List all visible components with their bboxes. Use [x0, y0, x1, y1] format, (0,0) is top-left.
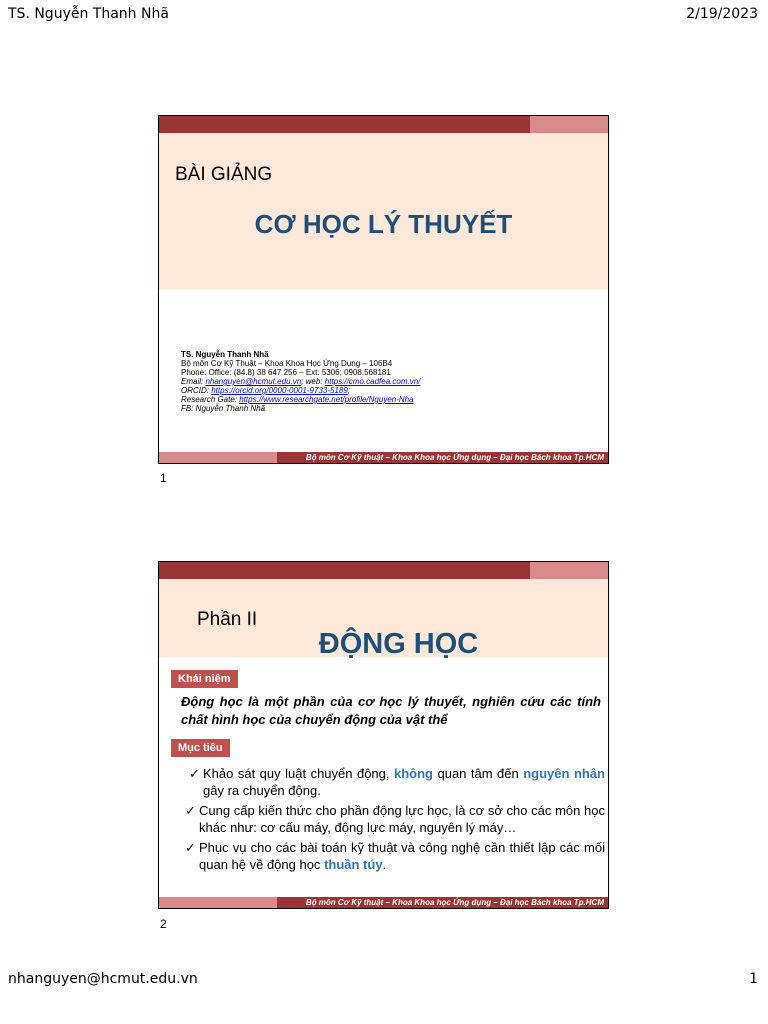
- slide-title: ĐỘNG HỌC: [318, 628, 479, 660]
- slide-2: [158, 561, 609, 909]
- check-icon: ✓: [189, 766, 200, 781]
- orcid-label: ORCID:: [181, 386, 212, 395]
- author-rg-line: [181, 395, 420, 404]
- bullet-text: gây ra chuyển động.: [203, 783, 321, 798]
- orcid-link[interactable]: https://orcid.org/0000-0001-9733-5189: [211, 386, 348, 395]
- orcid-suffix: ;: [347, 386, 351, 395]
- slide-top-bar: [159, 116, 608, 133]
- author-info: [181, 350, 420, 413]
- concept-definition: Động học là một phần của cơ học lý thuyết, nghiên cứu các tính chất hình học của chuyển động của vật thể: [181, 694, 601, 727]
- author-fb: FB: Nguyễn Thanh Nhã: [181, 404, 266, 413]
- slide-subtitle: BÀI GIẢNG: [175, 164, 273, 185]
- slide-title: CƠ HỌC LÝ THUYẾT: [254, 209, 513, 239]
- email-label: Email:: [181, 377, 206, 386]
- email-link[interactable]: nhanguyen@hcmut.edu.vn: [205, 377, 302, 386]
- list-item: [185, 839, 605, 873]
- slide-subtitle: Phần II: [197, 609, 258, 630]
- slide-bottom-bar-accent: [159, 897, 277, 908]
- page-footer-email: nhanguyen@hcmut.edu.vn: [8, 971, 198, 987]
- slide-top-bar-accent: [530, 116, 608, 133]
- goal-label: Mục tiêu: [171, 739, 230, 757]
- bullet-text: Cung cấp kiến thức cho phần động lực học, là cơ sở cho các môn học khác như: cơ cấu máy, động lực máy, nguyên lý máy…: [199, 803, 605, 835]
- author-name: TS. Nguyễn Thanh Nhã: [181, 350, 269, 359]
- web-link[interactable]: https://cmo.cadfea.com.vn/: [324, 377, 421, 386]
- page-header-author: TS. Nguyễn Thanh Nhã: [8, 6, 169, 22]
- slide-top-bar: [159, 562, 608, 579]
- slide-title-area: [159, 579, 608, 660]
- check-icon: ✓: [185, 803, 196, 818]
- list-item: [189, 765, 605, 799]
- bullet-highlight: thuần túy: [324, 857, 383, 872]
- author-email-line: [181, 377, 420, 386]
- page-header-date: 2/19/2023: [686, 6, 758, 22]
- rg-link[interactable]: https://www.researchgate.net/profile/Nguyen-Nha: [239, 395, 414, 404]
- slide-footer-text: Bộ môn Cơ Kỹ thuật – Khoa Khoa học Ứng dụng – Đại học Bách khoa Tp.HCM: [305, 453, 604, 462]
- author-phone: Phone: Office: (84.8) 38 647 256 – Ext: 5306; 0908.568181: [181, 368, 391, 377]
- concept-label: Khái niệm: [171, 670, 238, 688]
- slide-number-2: 2: [160, 917, 167, 931]
- slide-bottom-bar: [159, 452, 608, 463]
- web-label: ; web:: [301, 377, 325, 386]
- bullet-text: quan tâm đến: [433, 766, 524, 781]
- slide-number-1: 1: [160, 471, 167, 485]
- check-icon: ✓: [185, 840, 196, 855]
- slide-footer-text: Bộ môn Cơ Kỹ thuật – Khoa Khoa học Ứng dụng – Đại học Bách khoa Tp.HCM: [305, 898, 604, 907]
- list-item: [185, 802, 605, 836]
- slide-bottom-bar: [159, 897, 608, 908]
- author-dept: Bộ môn Cơ Kỹ Thuật – Khoa Khoa Học Ứng Dụng – 106B4: [181, 359, 393, 368]
- slide-1: [158, 115, 609, 464]
- rg-label: Research Gate:: [181, 395, 240, 404]
- slide-bottom-bar-accent: [159, 452, 277, 463]
- slide-top-bar-accent: [530, 562, 608, 579]
- bullet-highlight: không: [394, 766, 433, 781]
- bullet-text: .: [382, 857, 387, 872]
- bullet-text: Khảo sát quy luật chuyển động,: [203, 766, 394, 781]
- bullet-text: Phục vụ cho các bài toán kỹ thuật và công nghệ cần thiết lập các mối quan hệ về động học: [199, 840, 605, 872]
- goal-list: [185, 765, 605, 876]
- bullet-highlight: nguyên nhân: [523, 766, 605, 781]
- author-orcid-line: [181, 386, 420, 395]
- page-footer-number: 1: [749, 971, 758, 987]
- slide-title-area: [159, 133, 608, 289]
